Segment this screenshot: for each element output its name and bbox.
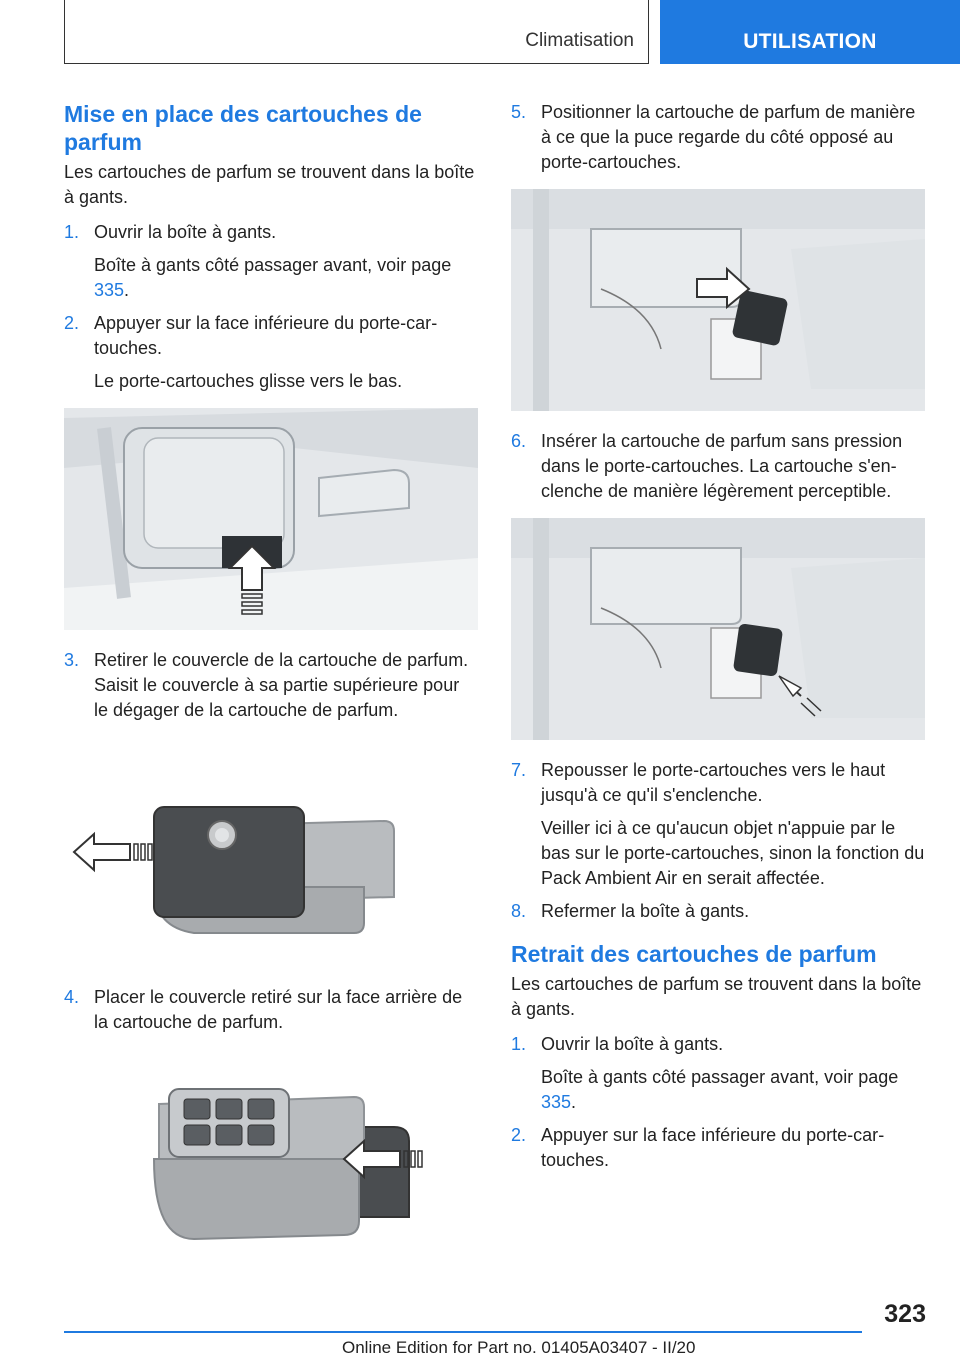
step-2-note: Le porte-cartouches glisse vers le bas.: [94, 371, 403, 391]
page-link[interactable]: 335: [541, 1092, 572, 1112]
figure-lid-removal: [64, 737, 478, 967]
step-text: Repousser le porte-cartouches vers le haut jusqu'à ce qu'il s'enclenche.: [541, 760, 886, 805]
step-number: 5.: [511, 102, 527, 122]
left-column: [64, 100, 478, 1273]
heading-insert-cartridges: Mise en place des cartouches de parfum: [64, 101, 422, 155]
right-column: [511, 100, 925, 1181]
step-3: [64, 648, 478, 723]
step-2: [64, 311, 478, 361]
remove-step-1: [511, 1032, 925, 1057]
step-7: [511, 758, 925, 808]
step-number: 3.: [64, 650, 80, 670]
step-5: [511, 100, 925, 175]
step-number: 8.: [511, 901, 527, 921]
figure-position-cartridge: [511, 189, 925, 411]
page-link[interactable]: 335: [94, 280, 125, 300]
step-number: 1.: [64, 222, 80, 242]
step-1-note: Boîte à gants côté passager avant, voir page 335.: [94, 255, 452, 300]
step-number: 7.: [511, 760, 527, 780]
step-text: Ouvrir la boîte à gants.: [94, 222, 277, 242]
step-4: [64, 985, 478, 1035]
step-number: 6.: [511, 431, 527, 451]
step-text: Appuyer sur la face inférieure du porte-cartouches.: [94, 313, 438, 358]
step-7-note: Veiller ici à ce qu'aucun objet n'appuie par le bas sur le porte-cartouches, sinon la fonction du Pack Ambient Air en serait affectée.: [541, 818, 925, 888]
step-text: Appuyer sur la face inférieure du porte-cartouches.: [541, 1125, 885, 1170]
step-text: Ouvrir la boîte à gants.: [541, 1034, 724, 1054]
step-1: [64, 220, 478, 245]
remove-step-2: [511, 1123, 925, 1173]
step-number: 2.: [511, 1125, 527, 1145]
figure-lid-back: [64, 1049, 478, 1255]
intro-text: Les cartouches de parfum se trouvent dans la boîte à gants.: [64, 162, 475, 207]
step-8: [511, 899, 925, 924]
step-text: Insérer la cartouche de parfum sans pression dans le porte-cartouches. La cartouche s'enclenche de manière légèrement perceptible.: [541, 431, 903, 501]
section-title: Climatisation: [525, 30, 634, 51]
step-6: [511, 429, 925, 504]
figure-holder-press: [64, 408, 478, 630]
footer-edition: Online Edition for Part no. 01405A03407 - II/20: [342, 1338, 696, 1357]
step-text: Positionner la cartouche de parfum de manière à ce que la puce regarde du côté opposé au porte-cartouches.: [541, 102, 916, 172]
step-number: 4.: [64, 987, 80, 1007]
chapter-tab[interactable]: UTILISATION: [660, 0, 960, 64]
step-number: 1.: [511, 1034, 527, 1054]
page-number: 323: [884, 1300, 926, 1328]
step-text: Retirer le couvercle de la cartouche de parfum. Saisit le couvercle à sa partie supérieure pour le dégager de la cartouche de parfum.: [94, 650, 469, 720]
remove-step-1-note: Boîte à gants côté passager avant, voir page 335.: [541, 1067, 899, 1112]
step-text: Refermer la boîte à gants.: [541, 901, 750, 921]
intro-text-2: Les cartouches de parfum se trouvent dans la boîte à gants.: [511, 974, 922, 1019]
step-text: Placer le couvercle retiré sur la face arrière de la cartouche de parfum.: [94, 987, 463, 1032]
heading-remove-cartridges: Retrait des cartouches de parfum: [511, 941, 877, 967]
figure-insert-cartridge: [511, 518, 925, 740]
step-number: 2.: [64, 313, 80, 333]
header-frame: [64, 0, 649, 64]
footer-divider: [64, 1331, 862, 1333]
